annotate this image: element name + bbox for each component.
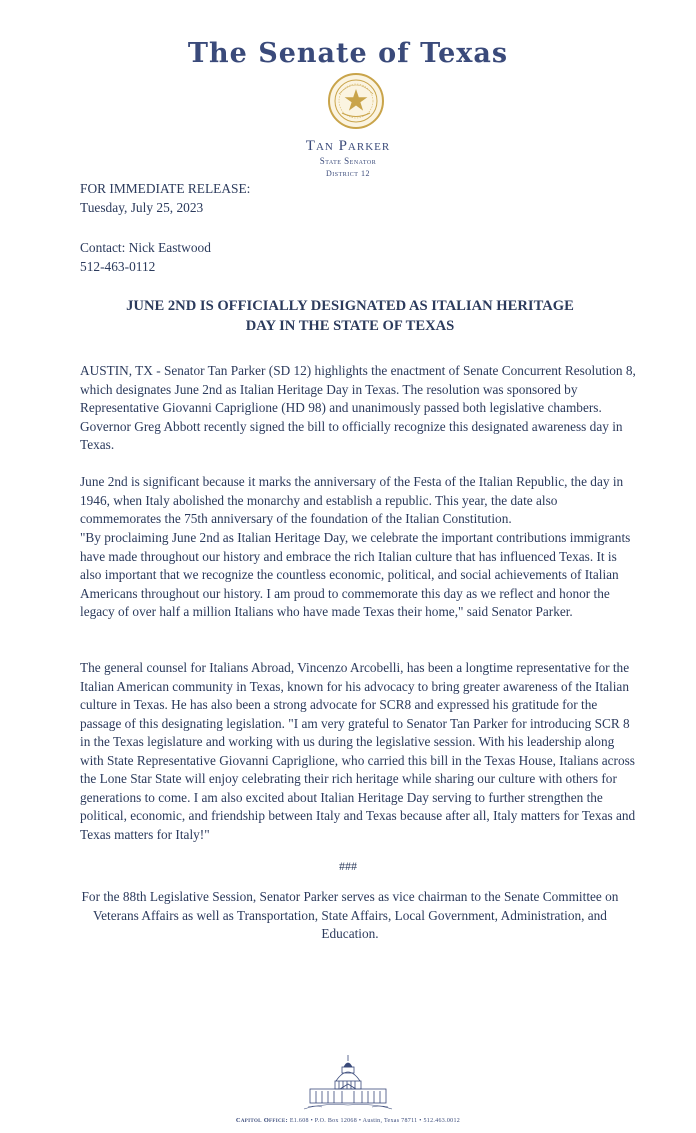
- closing-statement: For the 88th Legislative Session, Senator Parker serves as vice chairman to the Senate Committee on Veterans Affairs as well as Transportation, State Affairs, Local Government, Administration, and Education.: [81, 889, 619, 941]
- paragraph-4: The general counsel for Italians Abroad, Vincenzo Arcobelli, has been a longtime representative for the Italian American community in Texas, known for his advocacy to bring greater awareness of the Italian culture in Texas. He has also been a strong advocate for SCR8 and expressed his gratitude for the passage of this designating legislation. "I am very grateful to Senator Tan Parker for introducing SCR 8 in the Texas legislature and working with us during the legislative session. With his leadership along with State Representative Giovanni Capriglione, who carried this bill in the Texas House, Italians across the Lone Star State will enjoy celebrating their rich heritage while sharing our culture with others for generations to come. I am also excited about Italian Heritage Day serving to further strengthen the political, economic, and friendship between Italy and Texas because after all, Italy matters for Texas and Texas matters for Italy!": [80, 660, 636, 842]
- paragraph-2: June 2nd is significant because it marks the anniversary of the Festa of the Italian Republic, the day in 1946, when Italy abolished the monarchy and establish a republic. This year, the date also commemorates the 75th anniversary of the foundation of the Italian Constitution.: [80, 474, 624, 526]
- release-label: FOR IMMEDIATE RELEASE:: [80, 181, 251, 196]
- contact-info: [80, 239, 211, 276]
- headline: [80, 296, 620, 336]
- paragraph-1: AUSTIN, TX - Senator Tan Parker (SD 12) highlights the enactment of Senate Concurrent Resolution 8, which designates June 2nd as Italian Heritage Day in Texas. The resolution was sponsored by Representative Giovanni Capriglione (HD 98) and unanimously passed both legislative chambers. Governor Greg Abbott recently signed the bill to officially recognize this designated awareness day in Texas.: [80, 363, 636, 452]
- headline-line-2: DAY IN THE STATE OF TEXAS: [245, 318, 455, 334]
- end-mark: ###: [339, 859, 357, 873]
- contact-name: Contact: Nick Eastwood: [80, 240, 211, 255]
- senator-district: District 12: [326, 169, 370, 178]
- headline-line-1: JUNE 2ND IS OFFICIALLY DESIGNATED AS ITALIAN HERITAGE: [126, 298, 574, 314]
- footer-address-text: E1.608 • P.O. Box 12068 • Austin, Texas 78711 • 512.463.0012: [289, 1118, 461, 1124]
- texas-senate-seal-icon: [327, 72, 385, 130]
- release-info: [80, 180, 250, 217]
- paragraph-3-quote: "By proclaiming June 2nd as Italian Heritage Day, we celebrate the important contributions immigrants have made throughout our history and embrace the rich Italian culture that has influenced Texas. It is also important that we recognize the countless economic, political, and social achievements of Italian Americans throughout our history. I am proud to commemorate this day as we reflect and honor the legacy of over half a million Italians who have made Texas their home," said Senator Parker.: [80, 530, 631, 619]
- senator-title: State Senator: [319, 156, 377, 166]
- contact-phone: 512-463-0112: [80, 258, 156, 274]
- footer-address: [0, 1117, 696, 1124]
- release-date: Tuesday, July 25, 2023: [80, 199, 204, 215]
- senator-name: Tan Parker: [305, 138, 391, 154]
- footer-label: Capitol Office:: [235, 1117, 289, 1124]
- masthead-title: The Senate of Texas: [187, 38, 509, 69]
- texas-capitol-building-icon: [302, 1053, 394, 1111]
